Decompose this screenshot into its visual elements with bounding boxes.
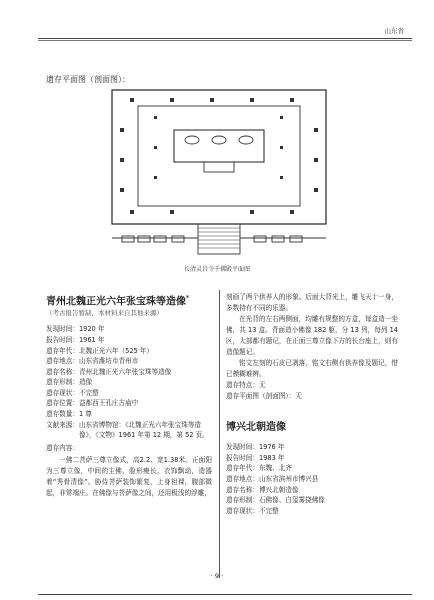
field2-location: 遗存地点：山东省滨州市博兴县 xyxy=(226,474,319,483)
field-status: 遗存现状：不完整 xyxy=(46,388,99,397)
header-rule-thin xyxy=(38,40,412,41)
header-rule xyxy=(38,38,412,39)
field-position: 遗存位置：益都西王孔庄古庙中 xyxy=(46,399,139,408)
running-title: 山东省 xyxy=(384,27,404,35)
right-column xyxy=(226,292,398,516)
entry-title: 青州北魏正光六年张宝珠等造像* xyxy=(46,295,190,308)
title-mark: * xyxy=(186,295,190,302)
plan-label: 遗存平面图（剖面图）： xyxy=(46,75,130,84)
field-reported: 报告时间：1961 年 xyxy=(46,335,105,344)
floor-plan-figure xyxy=(110,88,328,258)
field-name: 遗存名称：青州北魏正光六年张宝珠等造像 xyxy=(46,367,172,376)
field-source: 文献来源：山东省博物馆：《北魏正光六年张宝珠等造像》，《文物》1961 年第 12 期，第 52 页。 xyxy=(46,420,209,440)
entry-title-2: 博兴北朝造像 xyxy=(226,422,286,434)
field-feature: 遗存特点：无 xyxy=(226,381,266,389)
page-number: · 9 · xyxy=(210,572,224,580)
field-quantity: 遗存数量：1 尊 xyxy=(46,410,92,419)
entry-subtitle: （考古报告暂缺，本材料来自其他来源） xyxy=(46,309,163,318)
field2-discovered: 发现时间：1976 年 xyxy=(226,443,285,452)
field-content: 遗存内容： xyxy=(46,443,79,452)
content-paragraph: 一佛二菩萨三尊立像式，高2.2、宽1.38米。正面阳为三尊立像，中间的主佛，脸形瘦长，衣饰飘动，造器着“秀骨清像”。胁侍菩萨装饰繁复，上身袒裸，腹部微起，非常端庄。在佛像与菩萨像之间，还用极浅的浮雕， xyxy=(46,456,212,498)
field-location: 遗存地点：山东省潍坊市青州市 xyxy=(46,357,139,366)
field-discovered: 发现时间：1920 年 xyxy=(46,325,105,334)
right-paragraph-1: 刻画了两个供养人的形象。后面大背光上，雕飞天十一身，多数持有不同的乐器。 xyxy=(226,293,398,312)
field2-name: 遗存名称：博兴北朝造像 xyxy=(226,485,299,494)
figure-caption: 长清灵岩寺千佛殿平面图 xyxy=(183,266,250,273)
field2-status: 遗存现状：不完整 xyxy=(226,506,279,515)
field2-reported: 报告时间：1983 年 xyxy=(226,453,285,462)
column-divider xyxy=(219,290,220,578)
left-column xyxy=(46,292,212,499)
field-era: 遗存年代：北魏正光六年（525 年） xyxy=(46,346,153,355)
field2-form: 遗存形制：石佛像、白玺雾挠佛像 xyxy=(226,496,325,505)
right-paragraph-3: 铭文左刻的石皮已剥落，铭文右侧有供养像及题记，惜已模糊难辨。 xyxy=(226,359,398,378)
field2-era: 遗存年代：东魏、北齐 xyxy=(226,464,292,473)
footer-rule xyxy=(38,594,412,595)
field-plan: 遗存平面图（剖面图）：无 xyxy=(226,391,302,400)
field-form: 遗存形制：造像 xyxy=(46,378,93,387)
right-paragraph-2: 在光背的左右两侧面，均雕有规整的方盒，每盒造一坐佛，共 13 盒。背面造小佛像 182 躯，分 13 列，每列 14 区，大部都有题记，在正面三尊立像下方的长台座上，则有造像题记。 xyxy=(226,315,398,356)
